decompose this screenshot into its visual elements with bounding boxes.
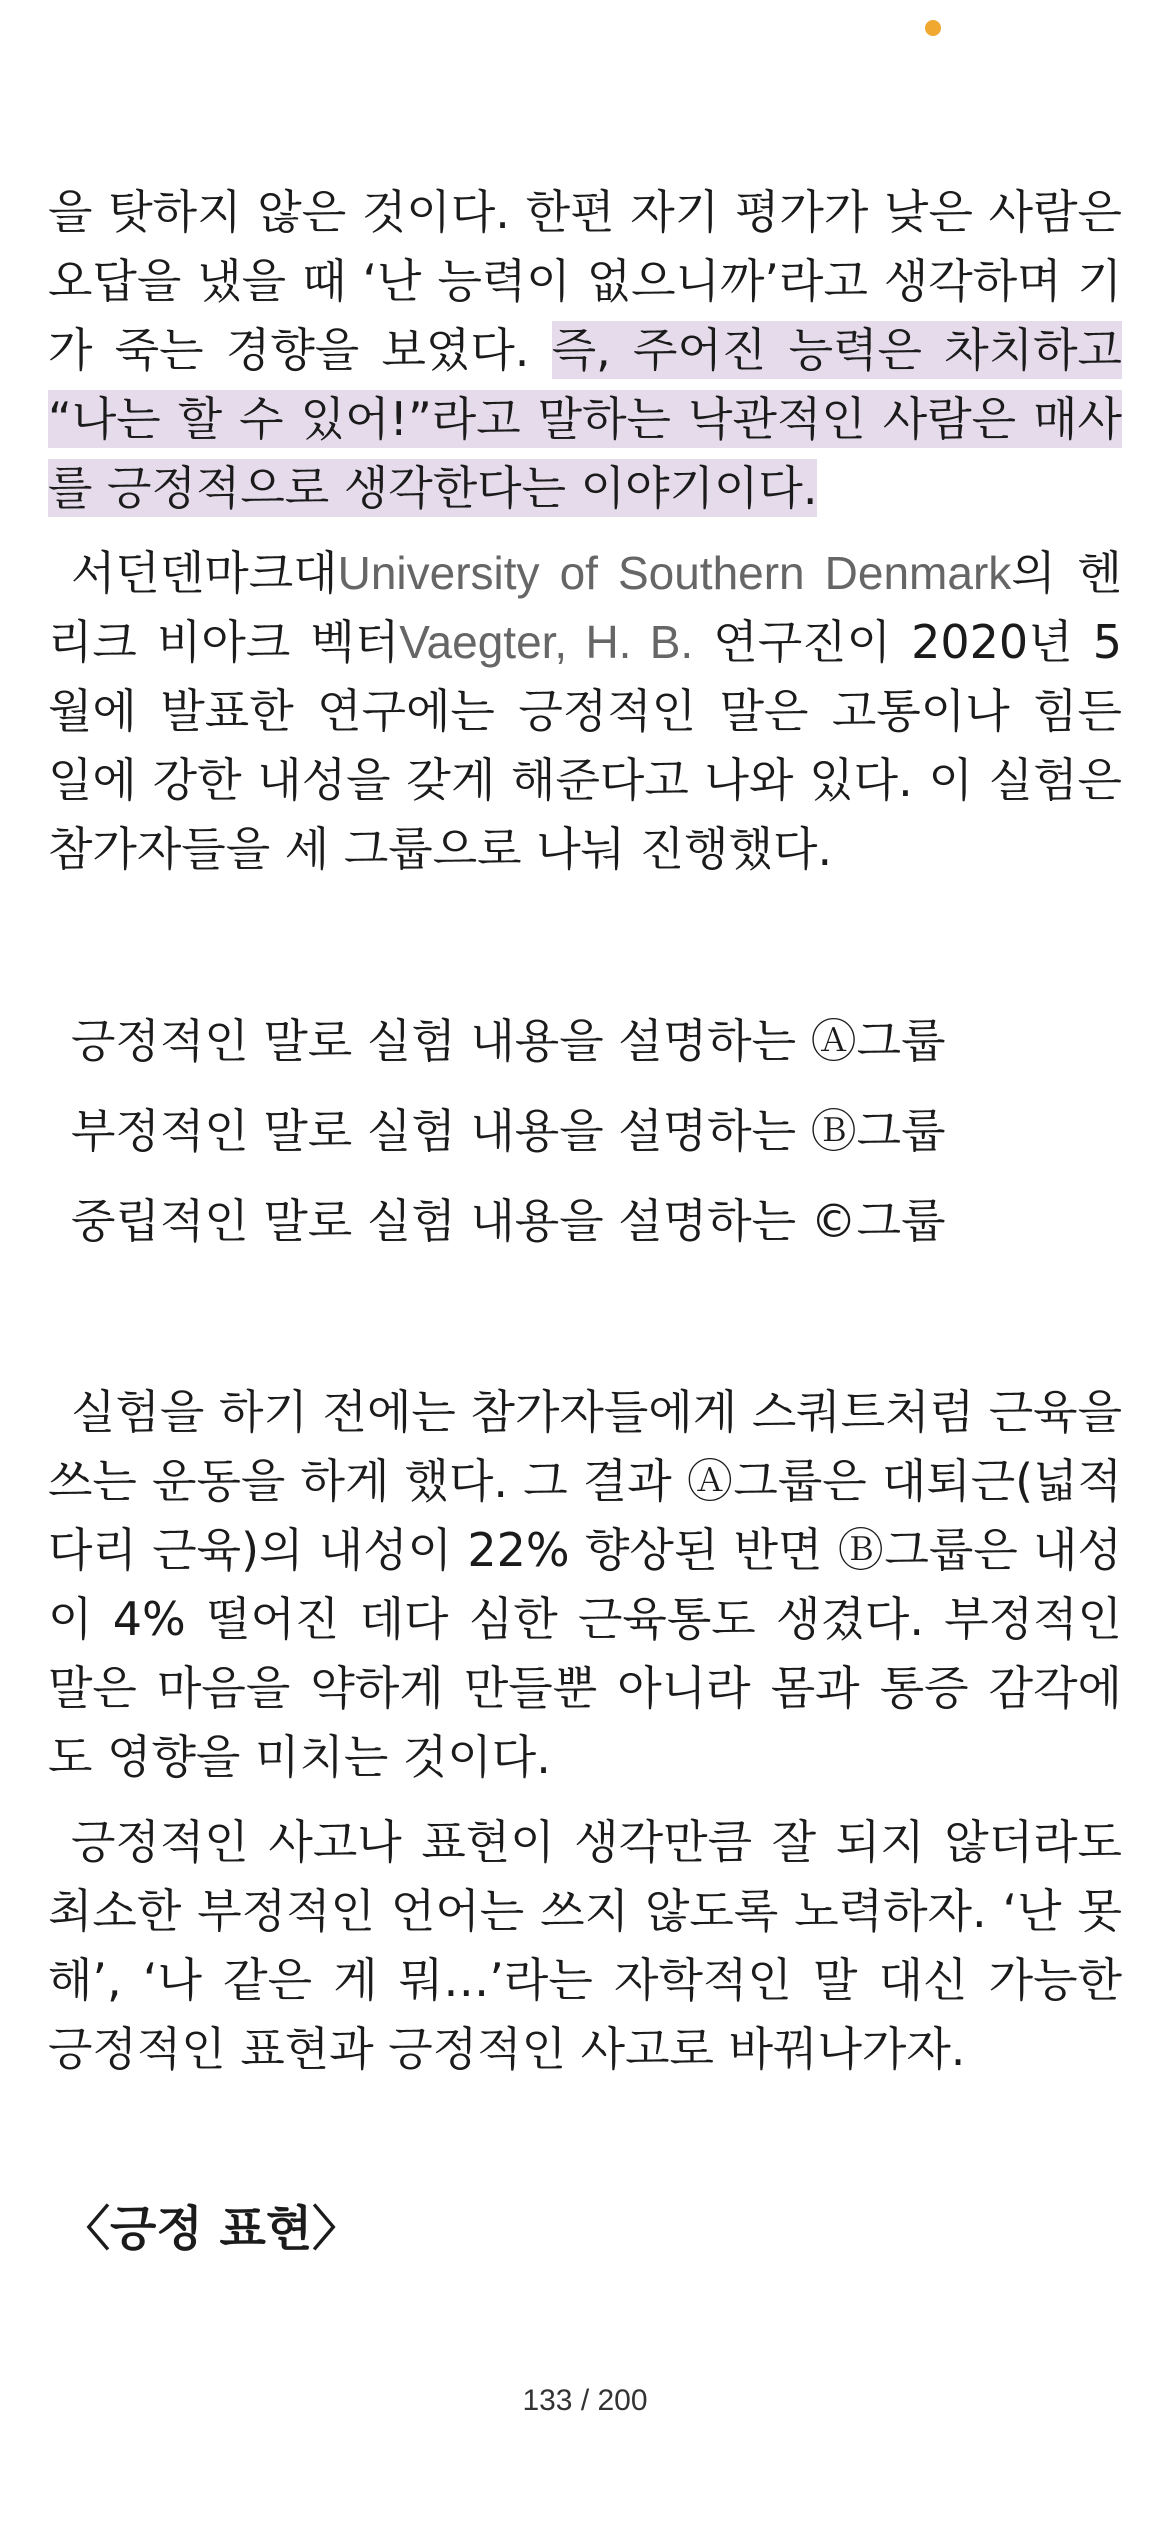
paragraph-1: [48, 178, 1122, 523]
researcher-name-english: Vaegter, H. B.: [399, 616, 694, 668]
list-item-group-c: 중립적인 말로 실험 내용을 설명하는 ©그룹: [71, 1194, 946, 1248]
paragraph-4: 긍정적인 사고나 표현이 생각만큼 잘 되지 않더라도 최소한 부정적인 언어는 쓰지 않도록 노력하자. ‘난 못 해’, ‘나 같은 게 뭐…’라는 자학적인 말 대신 가능한 긍정적인 표현과 긍정적인 사고로 바꿔나가자.: [48, 1815, 1122, 2076]
status-indicator-dot: [925, 20, 941, 36]
paragraph-2-part-3: 연구진이 2020년 5월에 발표한 연구에는 긍정적인 말은 고통이나 힘든 일에 강한 내성을 갖게 해준다고 나와 있다. 이 실험은 참가자들을 세 그룹으로 나눠 진행했다.: [48, 615, 1122, 876]
university-name-english: University of Southern Denmark: [337, 547, 1012, 599]
text-highlight[interactable]: 즉, 주어진 능력은 차치하고 “나는 할 수 있어!”라고 말하는 낙관적인 사람은 매사를 긍정적으로 생각한다는 이야기이다.: [48, 323, 1122, 515]
group-list: [48, 996, 1122, 1266]
list-item-group-b: 부정적인 말로 실험 내용을 설명하는 Ⓑ그룹: [71, 1104, 946, 1158]
paragraph-2: [48, 539, 1122, 884]
list-item-group-a: 긍정적인 말로 실험 내용을 설명하는 Ⓐ그룹: [71, 1014, 946, 1068]
page-number: 133 / 200: [522, 2384, 648, 2417]
reader-page[interactable]: [48, 178, 1122, 2084]
paragraph-2-part-2: 의 헨리크 비아크 벡터: [48, 546, 1122, 669]
paragraph-3: 실험을 하기 전에는 참가자들에게 스쿼트처럼 근육을 쓰는 운동을 하게 했다. 그 결과 Ⓐ그룹은 대퇴근(넓적다리 근육)의 내성이 22% 향상된 반면 Ⓑ그룹은 내성이 4% 떨어진 데다 심한 근육통도 생겼다. 부정적인 말은 마음을 약하게 만들뿐 아니라 몸과 통증 감각에도 영향을 미치는 것이다.: [48, 1385, 1122, 1784]
paragraph-1-lead: 을 탓하지 않은 것이다. 한편 자기 평가가 낮은 사람은 오답을 냈을 때 ‘난 능력이 없으니까’라고 생각하며 기가 죽는 경향을 보였다.: [48, 185, 1122, 377]
section-subheading: 〈긍정 표현〉: [62, 2201, 361, 2257]
paragraph-2-part-1: 서던덴마크대: [71, 546, 338, 600]
